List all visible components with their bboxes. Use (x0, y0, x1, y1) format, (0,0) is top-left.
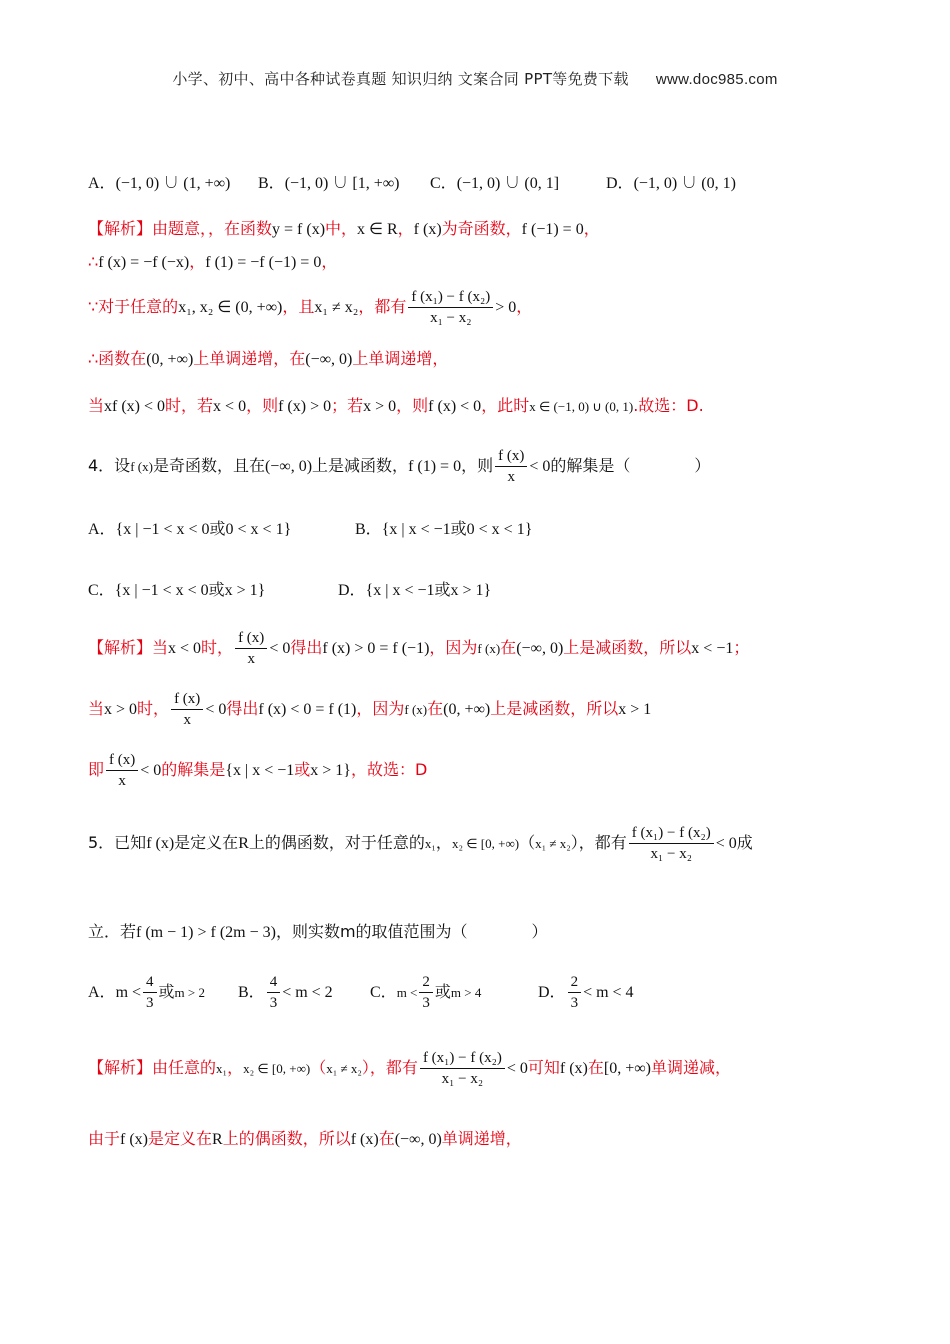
q4-solution-l2-t2: 时， (137, 699, 170, 718)
q5-solution-l1-m2: x₂ ∈ [0, +∞) (243, 1061, 311, 1076)
q3-solution-fraction (408, 287, 493, 328)
q5-t6: ），都有 (570, 833, 627, 852)
q4-solution-l1-m6: x < −1 (691, 640, 734, 657)
fraction (419, 972, 433, 1013)
q4-solution-l1-t6: 上是减函数，所以 (563, 638, 692, 657)
q4-a2: 0 < x < 1} (225, 521, 292, 538)
q3-solution-l1-t2: 中， (325, 219, 358, 238)
q3-solution-l1-m3: f (x) (413, 221, 442, 238)
fraction (171, 689, 203, 730)
q5-l2-m1: f (m − 1) > f (2m − 3) (136, 924, 276, 941)
q4-t1: 4．设 (88, 456, 131, 475)
q4-solution-line-2 (88, 689, 868, 730)
q4-solution-l1-m2: < 0 (269, 640, 291, 657)
q5-stem-line-2 (88, 921, 868, 944)
q4-solution-l2-m3: f (x) < 0 = f (1) (258, 701, 357, 718)
q4-solution-l2-t5: 在 (427, 699, 444, 718)
q3-option-c-text: (−1, 0) ∪ (0, 1] (456, 175, 560, 192)
q4-stem (88, 446, 868, 487)
q4-option-b (355, 516, 532, 539)
q4-solution-l1-m5: (−∞, 0) (516, 640, 564, 657)
q3-options-a-label: A． (88, 175, 116, 192)
q3-solution-l5-m2: x < 0 (213, 398, 247, 415)
fraction (235, 628, 267, 669)
q5-m5: x₁ ≠ x₂ (535, 836, 571, 851)
q3-solution-l3-m1: x₁, x₂ ∈ (0, +∞) (178, 299, 283, 316)
q3-solution-l3-t3: ，都有 (358, 297, 407, 316)
q3-solution-l5-t2: 时，若 (165, 396, 214, 415)
q3-solution-l5-m5: f (x) < 0 (428, 398, 482, 415)
q3-solution-l1-m2: x ∈ R (357, 221, 398, 238)
q5-a-den: 3 (146, 995, 154, 1011)
q5-a-m2: m > 2 (174, 985, 205, 1000)
q5-c-or: 或 (434, 982, 451, 1001)
q4-solution-l3-t2: 的解集是 (161, 760, 226, 779)
q5-m1: f (x) (146, 835, 175, 852)
q4-d-label: D． (338, 582, 366, 599)
q4-solution-l2-m6: x > 1 (618, 701, 652, 718)
q3-solution-l3-t1: ∵对于任意的 (88, 297, 179, 316)
q4-a1: {x | −1 < x < 0 (115, 521, 210, 538)
q4-solution-l3-num: f (x) (106, 750, 138, 771)
q3-solution-l5-t1: 当 (88, 396, 105, 415)
q3-solution-l4-m1: (0, +∞) (146, 351, 194, 368)
q5-m6: < 0 (715, 835, 737, 852)
q4-solution-l2-m5: (0, +∞) (443, 701, 491, 718)
q5-d-label: D． (538, 984, 566, 1001)
q4-m1: f (x) (130, 459, 153, 474)
q3-solution-l1-tag: 【解析】由题意，，在函数 (88, 219, 273, 238)
q3-option-b (258, 170, 399, 193)
q3-options-d-label: D． (606, 175, 634, 192)
q3-solution-l2-m1: f (x) = −f (−x) (98, 254, 190, 271)
q3-solution-line-4 (88, 348, 868, 371)
q5-b-label: B． (238, 984, 265, 1001)
q5-solution-l1-t5: 可知 (527, 1058, 560, 1077)
q3-solution-l5-m1: xf (x) < 0 (104, 398, 166, 415)
q3-solution-l3-num: f (x₁) − f (x₂) (408, 287, 493, 308)
q4-solution-l2-m2: < 0 (205, 701, 227, 718)
q4-solution-l2-m1: x > 0 (104, 701, 138, 718)
q5-solution-l1-den: x₁ − x₂ (441, 1071, 484, 1087)
q4-num: f (x) (495, 446, 527, 467)
fraction (106, 750, 138, 791)
q4-solution-l1-m1: x < 0 (168, 640, 202, 657)
q5-d-den: 3 (570, 995, 579, 1011)
q4-b-or: 或 (450, 519, 467, 538)
q5-solution-l2-m1: f (x) (120, 1131, 148, 1148)
q4-fraction (495, 446, 527, 487)
q5-a-m1: m < (115, 984, 142, 1001)
q3-solution-l2-t2: ， (189, 252, 206, 271)
q4-solution-l1-t7: ； (733, 638, 750, 657)
q5-t2: 是定义在 (174, 833, 239, 852)
fraction (420, 1048, 505, 1089)
q3-solution-l5-m6: x ∈ (−1, 0) ∪ (0, 1) (529, 399, 634, 414)
q5-stem-line-1 (88, 823, 868, 864)
q4-option-a (88, 516, 291, 539)
q3-solution-l5-t3: ，则 (246, 396, 279, 415)
q3-options-b-label: B． (258, 175, 285, 192)
q5-fraction (629, 823, 714, 864)
q4-solution-l3-or: 或 (294, 760, 311, 779)
q5-t4: ， (435, 833, 452, 852)
q3-option-d-text: (−1, 0) ∪ (0, 1) (633, 175, 736, 192)
q3-solution-line-2 (88, 251, 868, 274)
q3-solution-l5-t6: ，此时 (481, 396, 530, 415)
q3-solution-l5-t5: ，则 (396, 396, 429, 415)
q3-option-a-text: (−1, 0) ∪ (1, +∞) (115, 175, 231, 192)
q4-solution-l2-t4: ，因为 (356, 699, 405, 718)
q4-option-d (338, 577, 491, 600)
q5-solution-l2-t3: 上的偶函数，所以 (222, 1129, 351, 1148)
q4-t4: ，则 (461, 456, 494, 475)
q3-solution-line-5 (88, 395, 868, 418)
fraction (568, 972, 582, 1013)
q5-solution-l2-t1: 由于 (88, 1129, 121, 1148)
q3-solution-l3-m3: > 0 (495, 299, 517, 316)
q4-b1: {x | x < −1 (381, 521, 451, 538)
q4-solution-l2-m4: f (x) (404, 702, 428, 717)
q5-d-num: 2 (568, 972, 582, 993)
q3-solution-l4-m2: (−∞, 0) (305, 351, 353, 368)
q4-c1: {x | −1 < x < 0 (114, 582, 209, 599)
q4-b2: 0 < x < 1} (466, 521, 533, 538)
q3-solution-l4-t3: 上单调递增， (352, 349, 449, 368)
q5-den: x₁ − x₂ (650, 846, 692, 862)
q3-solution-l2-m2: f (1) = −f (−1) = 0 (205, 254, 322, 271)
q4-m3: f (1) = 0 (408, 458, 462, 475)
q5-solution-l2-t2: 是定义在 (148, 1129, 213, 1148)
q4-solution-l1-num: f (x) (235, 628, 267, 649)
q3-solution-line-1 (88, 218, 868, 241)
q5-solution-l1-t1: 【解析】由任意的 (88, 1058, 217, 1077)
q4-solution-l3-t1: 即 (88, 760, 105, 779)
q4-solution-l2-t6: 上是减函数，所以 (490, 699, 619, 718)
q3-solution-l5-t4: ；若 (331, 396, 364, 415)
q4-d2: x > 1} (450, 582, 492, 599)
q5-option-b (238, 972, 333, 1013)
q4-solution-l1-den: x (247, 651, 255, 667)
page-header (0, 68, 950, 89)
q3-solution-l1-t4: 为奇函数， (441, 219, 522, 238)
q4-c-label: C． (88, 582, 115, 599)
q4-a-label: A． (88, 521, 116, 538)
q4-solution-l3-m2: {x | x < −1 (225, 762, 295, 779)
q4-solution-l1-t2: 时， (201, 638, 234, 657)
q3-solution-l1-t5: ， (583, 219, 600, 238)
q3-solution-l5-m4: x > 0 (363, 398, 397, 415)
q5-t3: 上的偶函数，对于任意的 (248, 833, 425, 852)
q4-t2: 是奇函数，且在 (152, 456, 265, 475)
q5-m4: x₂ ∈ [0, +∞) (451, 836, 520, 851)
q5-a-num: 4 (143, 972, 157, 993)
q4-t3: 上是减函数， (312, 456, 409, 475)
q5-t1: 5．已知 (88, 833, 147, 852)
q4-m4: < 0 (529, 458, 551, 475)
q3-solution-l1-m1: y = f (x) (272, 221, 326, 238)
q5-solution-l1-m4: < 0 (506, 1060, 528, 1077)
q3-solution-l1-t3: ， (397, 219, 414, 238)
q3-solution-l5-t7: .故选：D. (633, 396, 704, 415)
q4-b-label: B． (355, 521, 382, 538)
q5-solution-l1-m6: [0, +∞) (603, 1060, 651, 1077)
fraction (267, 972, 281, 1013)
q5-c-m1: m < (396, 985, 418, 1000)
q5-solution-l1-t7: 单调递减， (650, 1058, 731, 1077)
q5-solution-l2-m4: (−∞, 0) (394, 1131, 442, 1148)
q5-solution-l1-m5: f (x) (559, 1060, 588, 1077)
q3-solution-l4-t1: ∴函数在 (88, 349, 147, 368)
q4-den: x (507, 469, 515, 485)
q5-c-m2: m > 4 (450, 985, 482, 1000)
q4-a-or: 或 (209, 519, 226, 538)
q5-option-c (370, 972, 481, 1013)
q4-solution-l3-m1: < 0 (140, 762, 162, 779)
q5-t7: 成 (736, 833, 753, 852)
q4-t5: 的解集是（ ） (550, 456, 711, 475)
q5-solution-l1-m1: x₁ (216, 1061, 228, 1076)
q4-solution-l1-t4: ，因为 (429, 638, 478, 657)
q5-solution-l2-m3: f (x) (350, 1131, 379, 1148)
q4-solution-line-1 (88, 628, 868, 669)
q3-solution-l2-t3: ， (321, 252, 338, 271)
q3-solution-l5-m3: f (x) > 0 (278, 398, 332, 415)
q5-l2-t1: 立．若 (88, 922, 137, 941)
q5-t5: （ (519, 833, 536, 852)
q4-solution-l3-t3: ，故选：D (350, 760, 428, 779)
q5-num: f (x₁) − f (x₂) (629, 823, 714, 844)
q5-option-d (538, 972, 634, 1013)
q5-solution-line-2 (88, 1128, 868, 1151)
q3-options-c-label: C． (430, 175, 457, 192)
q4-solution-l1-t1: 【解析】当 (88, 638, 169, 657)
q5-solution-l1-m3: x₁ ≠ x₂ (326, 1061, 362, 1076)
q4-solution-l2-num: f (x) (171, 689, 203, 710)
q4-solution-l3-m3: x > 1} (310, 762, 351, 779)
q4-d-or: 或 (434, 580, 451, 599)
q5-c-den: 3 (422, 995, 430, 1011)
q4-solution-l1-t3: 得出 (290, 638, 323, 657)
q5-b-den: 3 (269, 995, 278, 1011)
q5-option-a (88, 972, 205, 1013)
q5-c-label: C． (370, 984, 397, 1001)
q3-solution-l2-t1: ∴ (88, 252, 99, 271)
q5-solution-l2-t5: 单调递增， (441, 1129, 522, 1148)
q4-c-or: 或 (208, 580, 225, 599)
q3-solution-l1-m4: f (−1) = 0 (521, 221, 584, 238)
q5-l2-t2: ，则实数m的取值范围为（ ） (275, 922, 548, 941)
q5-m2: R (238, 835, 249, 852)
q4-d1: {x | x < −1 (365, 582, 435, 599)
q4-solution-l2-t1: 当 (88, 699, 105, 718)
q5-b-num: 4 (267, 972, 281, 993)
q4-solution-l1-m4: f (x) (477, 641, 501, 656)
q4-m2: (−∞, 0) (264, 458, 313, 475)
q3-solution-l4-t2: 上单调递增，在 (193, 349, 306, 368)
q3-option-a (88, 170, 230, 193)
q3-solution-l3-den: x₁ − x₂ (430, 310, 472, 326)
q3-solution-l3-m2: x₁ ≠ x₂ (314, 299, 359, 316)
q3-option-d (606, 170, 736, 193)
q5-c-num: 2 (419, 972, 433, 993)
q4-c2: x > 1} (224, 582, 266, 599)
q5-solution-l1-t4: ），都有 (361, 1058, 418, 1077)
q5-a-label: A． (88, 984, 116, 1001)
q3-solution-l3-t2: ，且 (282, 297, 315, 316)
fraction (143, 972, 157, 1013)
q4-solution-l2-t3: 得出 (226, 699, 259, 718)
q4-solution-l1-t5: 在 (500, 638, 517, 657)
q5-solution-line-1 (88, 1048, 868, 1089)
q5-d-m: < m < 4 (583, 984, 634, 1001)
q5-solution-l1-num: f (x₁) − f (x₂) (420, 1048, 505, 1069)
q4-option-c (88, 577, 265, 600)
header-text: 小学、初中、高中各种试卷真题 知识归纳 文案合同 PPT等免费下载 (172, 70, 629, 88)
q5-solution-l1-t6: 在 (587, 1058, 604, 1077)
q3-option-c (430, 170, 559, 193)
q4-solution-l3-den: x (118, 773, 126, 789)
q5-solution-l2-t4: 在 (378, 1129, 395, 1148)
q5-b-m: < m < 2 (282, 984, 333, 1001)
q3-solution-l3-t4: ， (516, 297, 533, 316)
header-url[interactable]: www.doc985.com (655, 71, 778, 88)
q5-solution-l2-m2: R (212, 1131, 223, 1148)
q4-solution-l1-m3: f (x) > 0 = f (−1) (322, 640, 430, 657)
q3-option-b-text: (−1, 0) ∪ [1, +∞) (284, 175, 400, 192)
q4-solution-l2-den: x (183, 712, 191, 728)
q5-m3: x₁ (424, 836, 436, 851)
q5-solution-l1-t3: （ (310, 1058, 327, 1077)
q4-solution-line-3 (88, 750, 868, 791)
q5-a-or: 或 (158, 982, 175, 1001)
q3-solution-line-3 (88, 287, 868, 328)
q5-solution-l1-t2: ， (227, 1058, 244, 1077)
